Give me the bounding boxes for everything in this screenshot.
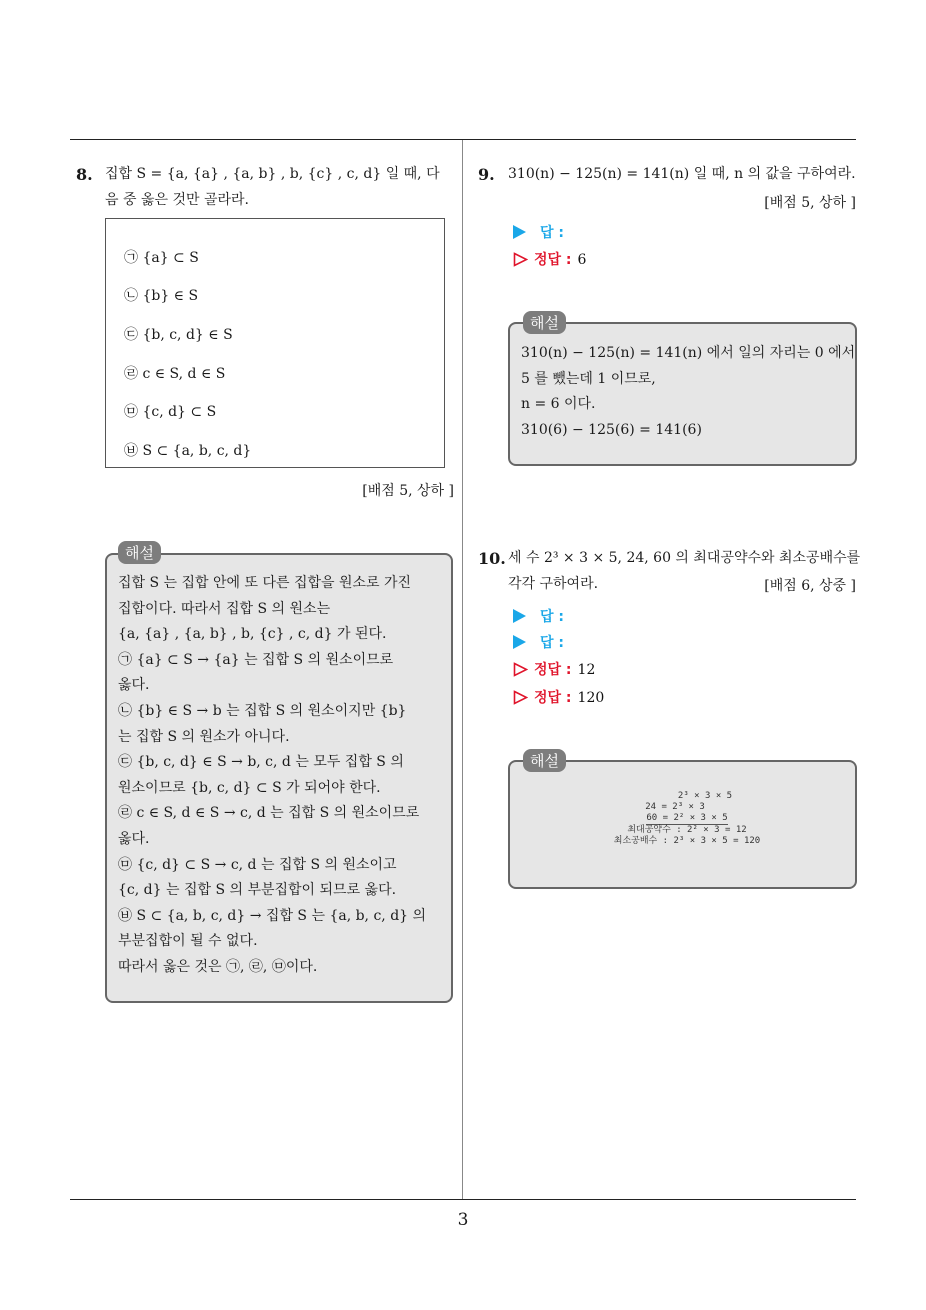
answer-line [513, 222, 564, 242]
correct-answer-label: 정답 : [534, 690, 572, 706]
triangle-outline-icon [513, 252, 528, 267]
answer-label: 답 : [540, 635, 564, 651]
explanation-image-line: 24 = 2³ × 3 [645, 802, 705, 812]
explanation-tag-q9: 해설 [523, 311, 566, 334]
explanation-line: 310(6) − 125(6) = 141(6) [521, 421, 702, 438]
explanation-tag-q8: 해설 [118, 541, 161, 564]
page-number: 3 [457, 1210, 469, 1230]
explanation-line: ㉡ {b} ∈ S → b 는 집합 S 의 원소이지만 {b} [118, 702, 407, 719]
answer-line [513, 606, 564, 626]
explanation-image-line: 최대공약수 : 2² × 3 = 12 [627, 825, 747, 835]
explanation-line: ㉢ {b, c, d} ∈ S → b, c, d 는 모두 집합 S 의 [118, 754, 404, 771]
explanation-line: 옳다. [118, 830, 150, 847]
question-9-text: 310(n) − 125(n) = 141(n) 일 때, n 의 값을 구하여라. [508, 166, 856, 182]
question-9-score: [배점 5, 상하 ] [764, 195, 856, 211]
triangle-filled-icon [513, 635, 526, 649]
explanation-image-line: 60 = 2² × 3 × 5 [646, 813, 728, 823]
explanation-line: ㉥ S ⊂ {a, b, c, d} → 집합 S 는 {a, b, c, d} 의 [118, 907, 427, 924]
correct-answer-label: 정답 : [534, 252, 572, 268]
explanation-line: 따라서 옳은 것은 ㉠, ㉣, ㉤이다. [118, 958, 318, 975]
explanation-line: {c, d} 는 집합 S 의 부분집합이 되므로 옳다. [118, 882, 397, 899]
question-10-score: [배점 6, 상중 ] [764, 578, 856, 594]
explanation-line: 310(n) − 125(n) = 141(n) 에서 일의 자리는 0 에서 [521, 345, 856, 361]
triangle-outline-icon [513, 662, 528, 677]
question-10-text-line: 세 수 2³ × 3 × 5, 24, 60 의 최대공약수와 최소공배수를 [508, 550, 861, 566]
answer-label: 답 : [540, 609, 564, 625]
correct-answer-label: 정답 : [534, 662, 572, 678]
correct-answer-value: 120 [577, 690, 605, 706]
choice-item: ㉤ {c, d} ⊂ S [124, 404, 217, 420]
choice-item: ㉠ {a} ⊂ S [124, 250, 199, 266]
explanation-line: 집합이다. 따라서 집합 S 의 원소는 [118, 600, 331, 617]
explanation-line: 5 를 뺐는데 1 이므로, [521, 370, 656, 387]
explanation-line: {a, {a} , {a, b} , b, {c} , c, d} 가 된다. [118, 626, 387, 643]
question-9-number: 9. [478, 165, 495, 184]
choice-item: ㉡ {b} ∈ S [124, 288, 199, 304]
column-divider [462, 140, 463, 1200]
explanation-line: 부분집합이 될 수 없다. [118, 933, 258, 950]
question-8-number: 8. [76, 165, 93, 184]
explanation-image-line: 2³ × 3 × 5 [677, 791, 733, 801]
explanation-text-q9 [521, 341, 855, 443]
explanation-text-q8 [118, 571, 426, 981]
triangle-filled-icon [513, 225, 526, 239]
choice-item: ㉢ {b, c, d} ∈ S [124, 327, 233, 343]
explanation-tag-q10: 해설 [523, 749, 566, 772]
explanation-line: 는 집합 S 의 원소가 아니다. [118, 728, 290, 745]
choice-item: ㉣ c ∈ S, d ∈ S [124, 366, 226, 382]
question-8-text-line: 집합 S = {a, {a} , {a, b} , b, {c} , c, d} 일 때, 다 [105, 166, 440, 182]
question-8-text [105, 161, 455, 213]
question-8-text-line: 음 중 옳은 것만 골라라. [105, 192, 249, 208]
answer-line [513, 632, 564, 652]
question-8-score: [배점 5, 상하 ] [362, 483, 454, 499]
question-10-number: 10. [478, 549, 506, 568]
correct-answer-value: 12 [577, 662, 596, 678]
top-rule [70, 139, 856, 140]
explanation-image-q10 [612, 791, 762, 847]
triangle-filled-icon [513, 609, 526, 623]
question-10-text-line: 각각 구하여라. [508, 576, 599, 592]
explanation-image-line: 최소공배수 : 2³ × 3 × 5 = 120 [613, 836, 761, 846]
correct-answer-value: 6 [577, 252, 587, 268]
choice-box [105, 218, 445, 468]
explanation-line: ㉤ {c, d} ⊂ S → c, d 는 집합 S 의 원소이고 [118, 856, 397, 873]
explanation-line: 집합 S 는 집합 안에 또 다른 집합을 원소로 가진 [118, 575, 412, 591]
explanation-line: ㉠ {a} ⊂ S → {a} 는 집합 S 의 원소이므로 [118, 651, 394, 668]
correct-answer-line [513, 659, 595, 679]
correct-answer-line [513, 687, 604, 707]
explanation-line: n = 6 이다. [521, 396, 596, 413]
bottom-rule [70, 1199, 856, 1200]
answer-label: 답 : [540, 225, 564, 241]
triangle-outline-icon [513, 690, 528, 705]
choice-item: ㉥ S ⊂ {a, b, c, d} [124, 443, 252, 459]
explanation-line: 원소이므로 {b, c, d} ⊂ S 가 되어야 한다. [118, 779, 381, 796]
correct-answer-line [513, 249, 586, 269]
explanation-line: 옳다. [118, 677, 150, 694]
explanation-line: ㉣ c ∈ S, d ∈ S → c, d 는 집합 S 의 원소이므로 [118, 805, 420, 822]
